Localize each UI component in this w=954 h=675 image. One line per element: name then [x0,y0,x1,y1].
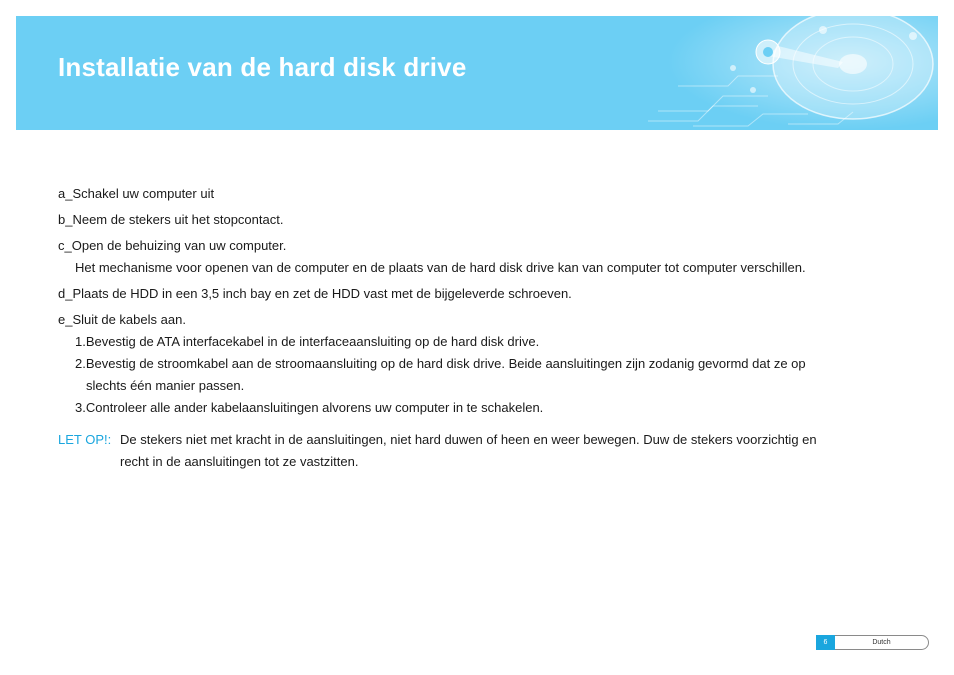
warning-label: LET OP!: [58,432,112,447]
header-banner [16,16,938,130]
step-c: c_Open de behuizing van uw computer. [58,238,287,253]
step-e-substeps [58,331,888,419]
substep-1: 1.Bevestig de ATA interfacekabel in de interfaceaansluiting op de hard disk drive. [75,334,540,349]
hard-disk-drive-illustration-icon [638,16,938,130]
warning-text-line-2: recht in de aansluitingen tot ze vastzitten. [120,454,359,469]
language-label: Dutch [835,635,929,650]
substep-3: 3.Controleer alle ander kabelaansluitingen alvorens uw computer in te schakelen. [75,400,544,415]
step-d: d_Plaats de HDD in een 3,5 inch bay en zet de HDD vast met de bijgeleverde schroeven. [58,286,572,301]
warning-note [58,429,888,473]
instructions [58,183,888,473]
page-footer [816,635,930,650]
page-title: Installatie van de hard disk drive [58,52,467,82]
substep-2-continued: slechts één manier passen. [86,378,245,393]
step-c-group [58,235,888,279]
step-c-note: Het mechanisme voor openen van de computer en de plaats van de hard disk drive kan van computer tot computer verschillen. [75,260,806,275]
page-number: 6 [816,635,835,650]
warning-text-line-1: De stekers niet met kracht in de aansluitingen, niet hard duwen of heen en weer bewegen. Duw de stekers voorzichtig en [120,432,817,447]
step-e-group [58,309,888,419]
substep-2: 2.Bevestig de stroomkabel aan de stroomaansluiting op de hard disk drive. Beide aansluitingen zijn zodanig gevormd dat ze op [75,356,806,371]
step-b: b_Neem de stekers uit het stopcontact. [58,212,284,227]
step-e: e_Sluit de kabels aan. [58,312,186,327]
step-a: a_Schakel uw computer uit [58,186,215,201]
